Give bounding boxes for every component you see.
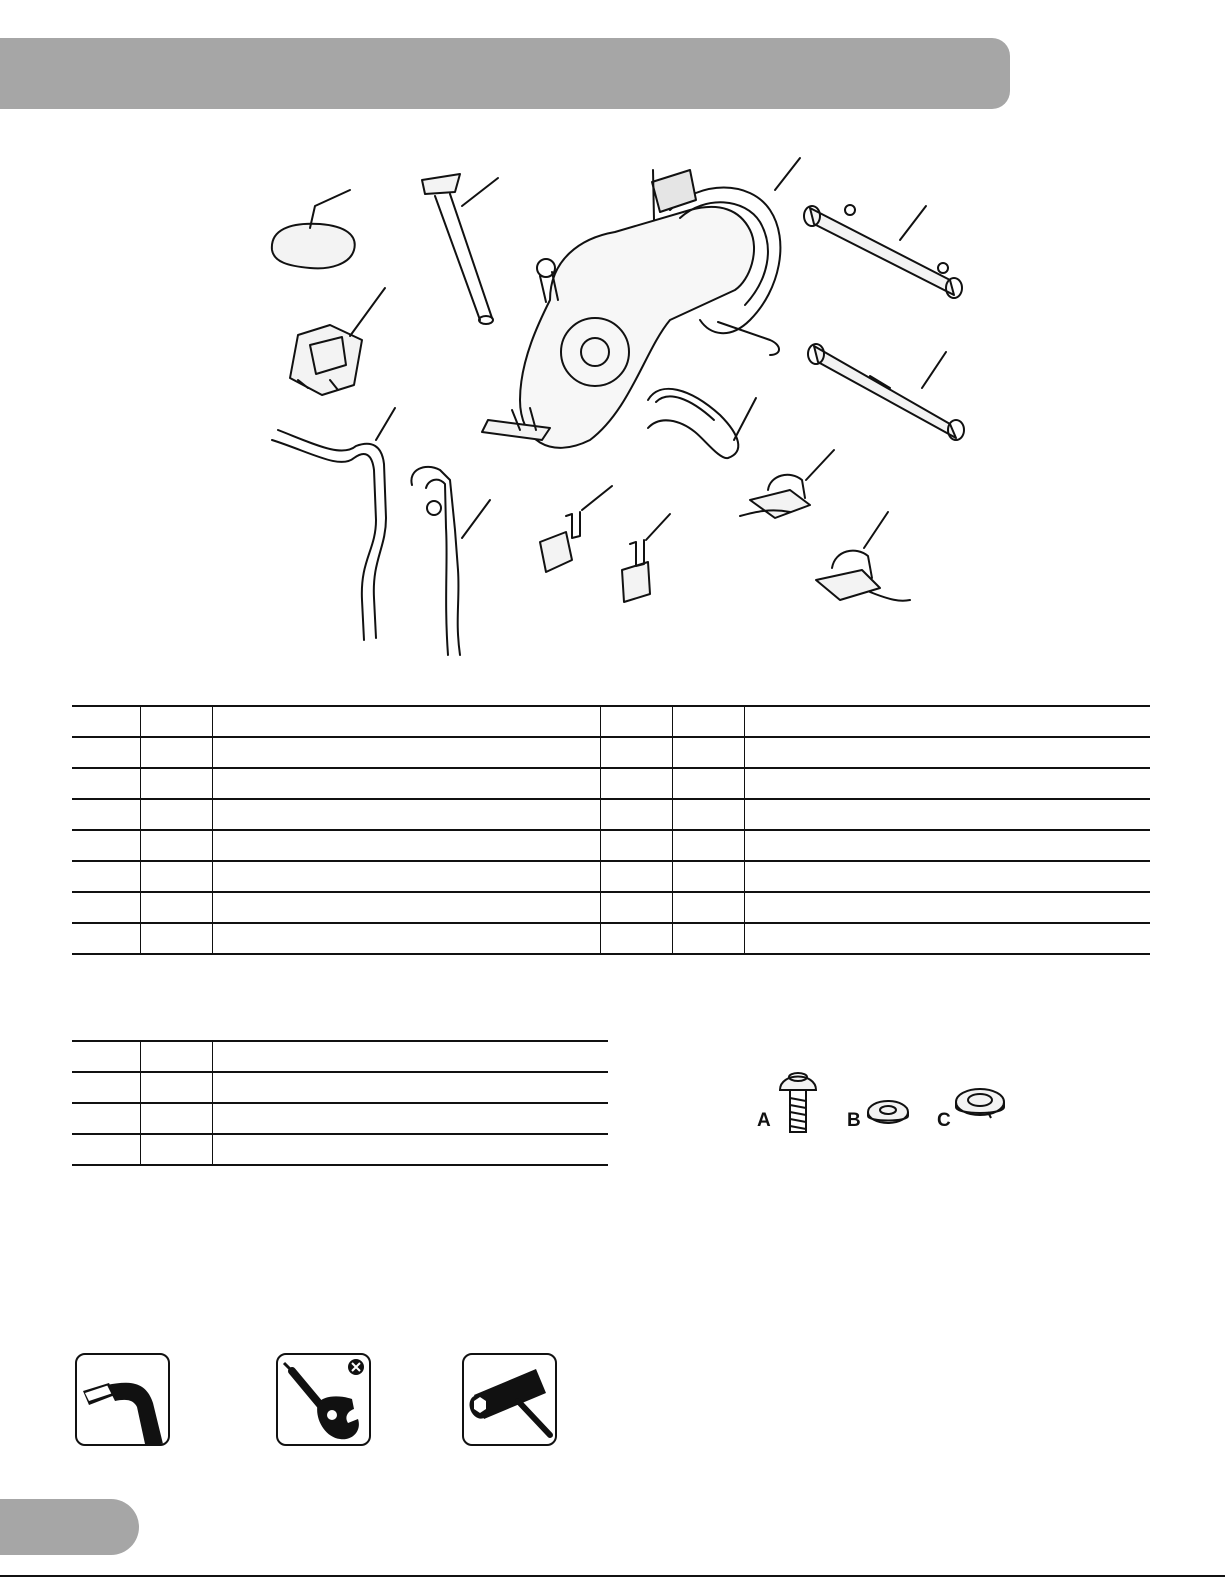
hardware-label-a: A: [757, 1110, 771, 1131]
table-row: [72, 861, 1150, 892]
table-row: [72, 706, 1150, 737]
hardware-illustrations: [750, 1060, 1030, 1160]
right-handlebar-illustration: [411, 467, 490, 655]
exploded-parts-diagram: [250, 140, 1010, 680]
allen-wrench-icon: [77, 1355, 168, 1444]
table-row: [72, 892, 1150, 923]
table-row: [72, 1041, 608, 1072]
phillips-screwdriver-wrench-icon: [278, 1355, 369, 1444]
table-row: [72, 923, 1150, 954]
bolt-icon: [780, 1073, 816, 1132]
seat-illustration: [272, 190, 355, 268]
table-row: [72, 768, 1150, 799]
right-pedal-illustration: [816, 512, 910, 601]
hardware-list-table: [72, 1040, 608, 1166]
table-row: [72, 1134, 608, 1165]
tool-screwdriver-wrench: [276, 1353, 371, 1446]
hardware-label-b: B: [847, 1110, 861, 1131]
left-handlebar-illustration: [272, 408, 395, 640]
console-illustration: [290, 288, 385, 395]
table-row: [72, 1103, 608, 1134]
lock-washer-icon: [956, 1089, 1004, 1118]
right-shroud-illustration: [622, 514, 670, 602]
page-number-tab: [0, 1499, 139, 1555]
socket-wrench-icon: [464, 1355, 555, 1444]
table-row: [72, 737, 1150, 768]
table-row: [72, 830, 1150, 861]
tool-allen-wrench: [75, 1353, 170, 1446]
front-stabilizer-illustration: [804, 205, 962, 298]
seat-post-illustration: [422, 174, 498, 324]
bottom-rule: [0, 1575, 1225, 1577]
rear-stabilizer-illustration: [808, 344, 964, 440]
tool-socket-wrench: [462, 1353, 557, 1446]
left-shroud-illustration: [540, 486, 612, 572]
parts-list-table: [72, 705, 1150, 955]
table-row: [72, 799, 1150, 830]
table-row: [72, 1072, 608, 1103]
hardware-label-c: C: [937, 1110, 951, 1131]
flat-washer-icon: [868, 1101, 908, 1123]
drive-belt-illustration: [648, 389, 756, 458]
header-bar: [0, 38, 1010, 109]
left-pedal-illustration: [740, 450, 834, 518]
